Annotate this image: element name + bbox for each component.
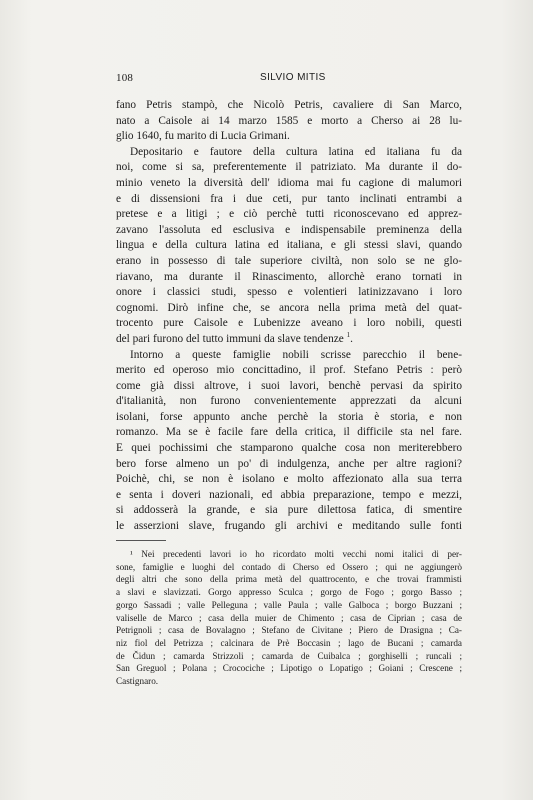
text-line: e di dissensioni fra i due ceti, pur tanto inclinati entrambi a [116,192,462,205]
text-line: merito ed operoso mio concittadino, il prof. Stefano Petris : però [116,364,462,377]
text-line: le asserzioni slave, frugando gli archivi e meditando sulle fonti [116,520,462,533]
text-line: Poichè, chi, se non è isolano e molto affezionato alla sua terra [116,473,462,486]
footnote-line: gorgo Sassadi ; valle Pelleguna ; valle Paula ; valle Galboca ; borgo Buzzani ; [116,599,462,610]
footnote-line: San Greguol ; Polana ; Crocociche ; Lipotigo o Lopatigo ; Goiani ; Crescene ; [116,663,462,674]
text-line: E quei pochissimi che stamparono qualche cosa non meriterebbero [116,442,462,455]
text-line: d'italianità, non furono convenientemente apprezzati da alcuni [116,395,462,408]
text-line: glio 1640, fu marito di Lucia Grimani. [116,130,290,143]
footnote [116,548,462,688]
running-head: SILVIO MITIS [260,72,326,83]
footnote-line: niz fiol del Petrizza ; calcinara de Prè Boccasin ; lago de Bucani ; camarda [116,637,462,648]
text-line: e senta i doveri nazionali, ed abbia preparazione, tempo e mezzi, [116,488,462,501]
text-line: romanzo. Ma se è facile fare della critica, il difficile sta nel fare. [116,426,462,439]
text-line: erano in possesso di tale superiore civiltà, non solo se ne glo- [116,254,462,267]
footnote-line: de Čidun ; camarda Strizzoli ; camarda de Cuibalca ; gorghiselli ; runcali ; [116,650,462,661]
text-line: onore i classici studi, spesso e volentieri latinizzavano i loro [116,286,462,299]
text-line: pretese e a litigi ; e ciò perchè tutti riconoscevano ed apprez- [116,208,462,221]
footnote-line: Castignaro. [116,676,159,687]
main-text [116,98,462,535]
text-line: bero forse almeno un po' di indulgenza, anche per altre ragioni? [116,457,462,470]
footnote-line: Petrignoli ; casa de Bovalagno ; Stefano de Civitane ; Piero de Drasigna ; Ca- [116,625,462,636]
text-line: cognomi. Dirò infine che, se ancora nella prima metà del quat- [116,301,462,314]
text-line: si addosserà la grande, e sia pure dilettosa fatica, di smentire [116,504,462,517]
paragraph-start-line: Depositario e fautore della cultura latina ed italiana fu da [130,145,462,158]
footnote-line: ¹ Nei precedenti lavori io ho ricordato molti vecchi nomi italici di per- [130,549,462,559]
text-line: fano Petris stampò, che Nicolò Petris, cavaliere di San Marco, [116,99,462,111]
text-line: riavano, ma durante il Rinascimento, allorchè erano tornati in [116,270,462,283]
footnote-line: valiselle de Marco ; casa della muier de Chimento ; casa de Ciprian ; casa de [116,612,462,623]
text-line-with-note [116,332,462,348]
text-line: lingua e della cultura latina ed italiana, e gli stessi slavi, quando [116,239,462,252]
period: . [350,332,353,345]
footnote-line: sone, famiglie e luoghi del contado di Cherso ed Ossero ; qui ne aggiungerò [116,561,462,572]
text-line: nato a Caisole ai 14 marzo 1585 e morto a Cherso ai 28 lu- [116,114,462,127]
footnote-line: degli altri che sono della prima metà del quattrocento, e che trovai frammisti [116,574,462,585]
text-line: noi, come si sa, preferentemente il patriziato. Ma durante il do- [116,161,462,174]
text-line: del pari furono del tutto immuni da slave tendenze [116,332,344,345]
text-line: minio veneto la diversità dell' idioma mai fu cagione di malumori [116,176,462,189]
footnote-divider [116,540,166,541]
text-line: trocento pure Caisole e Lubenizze aveano i loro nobili, questi [116,317,462,330]
paragraph-start-line: Intorno a queste famiglie nobili scrisse parecchio il bene- [130,348,462,361]
text-line: zavano l'assoluta ed esclusiva e indispensabile preminenza della [116,223,462,236]
page-number: 108 [116,72,134,84]
text-line: isolani, forse appunto anche perchè la storia è storia, e non [116,410,462,423]
text-line: come già dissi altrove, i suoi lavori, benchè pervasi da spirito [116,379,462,392]
page-header [116,72,461,86]
footnote-line: a slavi e slavizzati. Gorgo appresso Sculca ; gorgo de Fogo ; gorgo Basso ; [116,587,462,598]
footnote-reference: 1 [346,331,351,340]
